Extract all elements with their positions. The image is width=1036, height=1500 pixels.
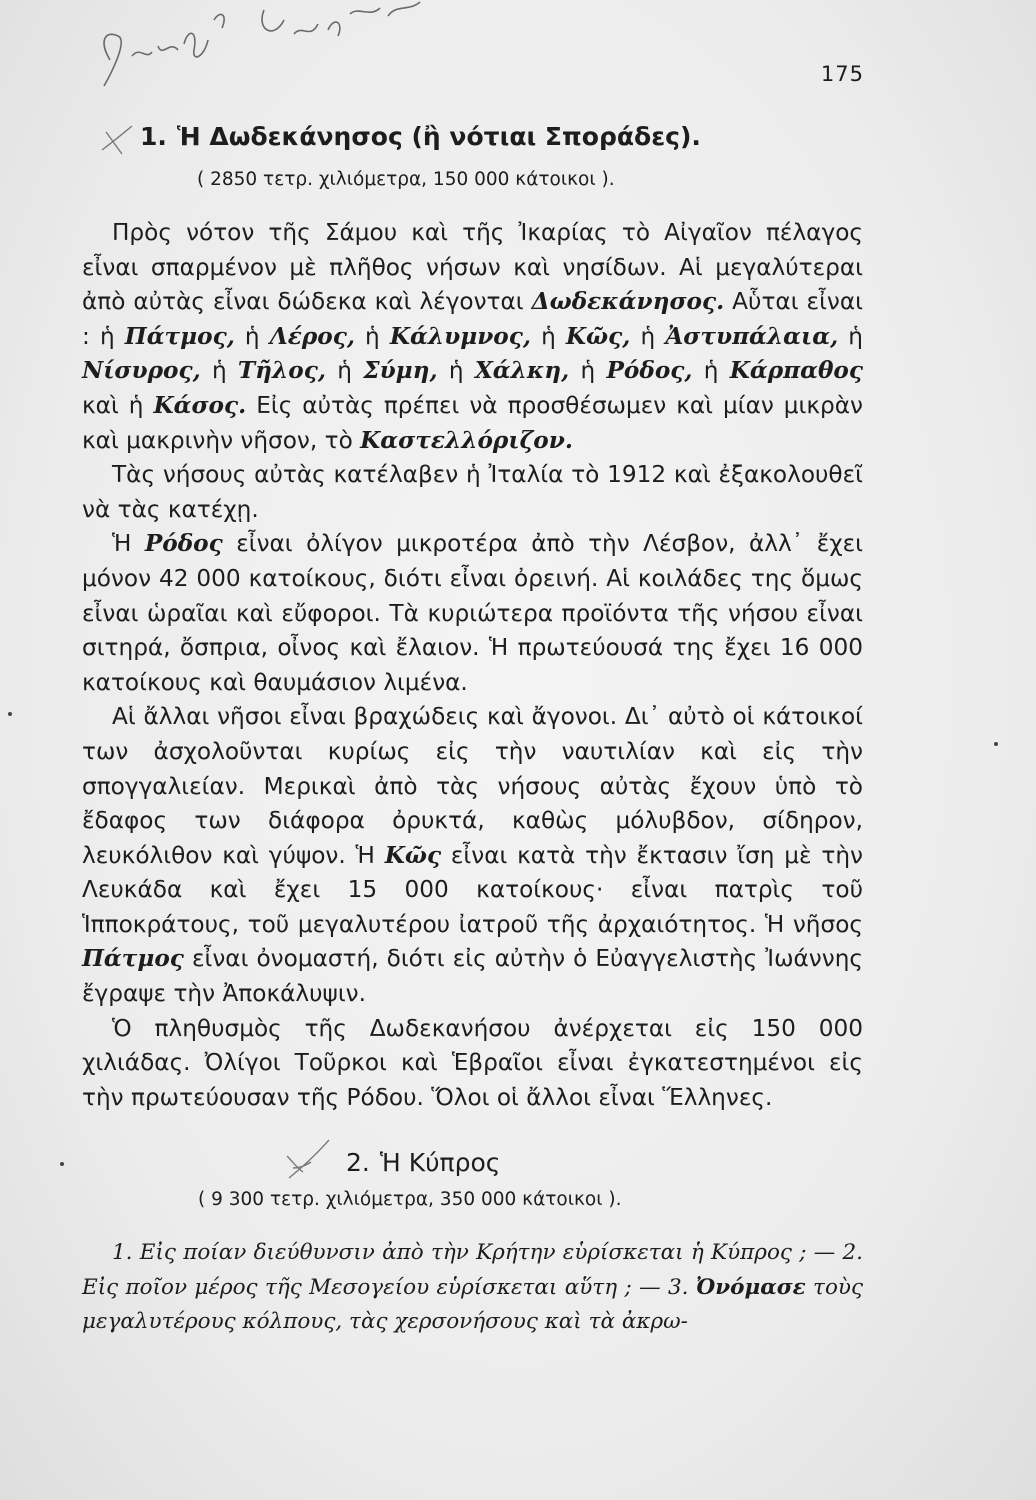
section-1-title bbox=[140, 122, 701, 151]
pencil-check-mark bbox=[283, 1138, 333, 1180]
paragraph-3: Ἡ Ρόδος εἶναι ὀλίγον μικροτέρα ἀπὸ τὴν Λέσβον, ἀλλ᾽ ἔχει μόνον 42 000 κατοίκους, διότι εἶναι ὀρεινή. Αἱ κοιλάδες της ὅμως εἶναι ὡραῖαι καὶ εὔφοροι. Τὰ κυριώτερα προϊόντα τῆς νήσου εἶναι σιτηρά, ὄσπρια, οἶνος καὶ ἔλαιον. Ἡ πρωτεύουσά της ἔχει 16 000 κατοίκους καὶ θαυμάσιον λιμένα. bbox=[82, 530, 864, 696]
scan-speck bbox=[994, 742, 998, 746]
section-2-subtitle: ( 9 300 τετρ. χιλιόμετρα, 350 000 κάτοικοι ). bbox=[198, 1189, 622, 1210]
review-questions bbox=[82, 1236, 863, 1340]
page-number: 175 bbox=[820, 62, 864, 86]
section-2-title bbox=[346, 1148, 500, 1177]
section-1-title-text: Ἡ Δωδεκάνησος (ἢ νότιαι Σποράδες). bbox=[176, 122, 701, 151]
paragraph-4: Αἱ ἄλλαι νῆσοι εἶναι βραχώδεις καὶ ἄγονοι. Δι᾽ αὐτὸ οἱ κάτοικοί των ἀσχολοῦνται κυρίως εἰς τὴν ναυτιλίαν καὶ εἰς τὴν σπογγαλιείαν. Μερικαὶ ἀπὸ τὰς νήσους αὐτὰς ἔχουν ὑπὸ τὸ ἔδαφος των διάφορα ὀρυκτά, καθὼς μόλυβδον, σίδηρον, λευκόλιθον καὶ γύψον. Ἡ Κῶς εἶναι κατὰ τὴν ἔκτασιν ἴση μὲ τὴν Λευκάδα καὶ ἔχει 15 000 κατοίκους· εἶναι πατρὶς τοῦ Ἱπποκράτους, τοῦ μεγαλυτέρου ἰατροῦ τῆς ἀρχαιότητος. Ἡ νῆσος Πάτμος εἶναι ὀνομαστή, διότι εἰς αὐτὴν ὁ Εὐαγγελιστὴς Ἰωάννης ἔγραψε τὴν Ἀποκάλυψιν. bbox=[82, 703, 863, 1008]
scan-speck bbox=[60, 1162, 64, 1166]
paragraph-2: Τὰς νήσους αὐτὰς κατέλαβεν ἡ Ἰταλία τὸ 1912 καὶ ἐξακολουθεῖ νὰ τὰς κατέχῃ. bbox=[82, 461, 863, 523]
section-2-number: 2. bbox=[346, 1148, 370, 1177]
paragraph-1: Πρὸς νότον τῆς Σάμου καὶ τῆς Ἰκαρίας τὸ Αἰγαῖον πέλαγος εἶναι σπαρμένον μὲ πλῆθος νήσων καὶ νησίδων. Αἱ μεγαλύτεραι ἀπὸ αὐτὰς εἶναι δώδεκα καὶ λέγονται Δωδεκάνησος. Αὗται εἶναι : ἡ Πάτμος, ἡ Λέρος, ἡ Κάλυμνος, ἡ Κῶς, ἡ Ἀστυπάλαια, ἡ Νίσυρος, ἡ Τῆλος, ἡ Σύμη, ἡ Χάλκη, ἡ Ρόδος, ἡ Κάρπαθος καὶ ἡ Κάσος. Εἰς αὐτὰς πρέπει νὰ προσθέσωμεν καὶ μίαν μικρὰν καὶ μακρινὴν νῆσον, τὸ Καστελλόριζον. bbox=[82, 219, 864, 454]
scan-speck bbox=[8, 712, 12, 716]
pencil-check-mark bbox=[98, 122, 138, 158]
section-1-subtitle: ( 2850 τετρ. χιλιόμετρα, 150 000 κάτοικοι ). bbox=[197, 169, 615, 190]
section-1-number: 1. bbox=[140, 122, 167, 151]
section-2-title-text: Ἡ Κύπρος bbox=[379, 1148, 501, 1177]
section-1-body bbox=[82, 216, 863, 1115]
paragraph-5: Ὁ πληθυσμὸς τῆς Δωδεκανήσου ἀνέρχεται εἰς 150 000 χιλιάδας. Ὀλίγοι Τοῦρκοι καὶ Ἑβραῖοι εἶναι ἐγκατεστημένοι εἰς τὴν πρωτεύουσαν τῆς Ρόδου. Ὅλοι οἱ ἄλλοι εἶναι Ἕλληνες. bbox=[82, 1014, 863, 1111]
handwritten-note bbox=[88, 0, 448, 95]
questions-paragraph: 1. Εἰς ποίαν διεύθυνσιν ἀπὸ τὴν Κρήτην εὑρίσκεται ἡ Κύπρος ; — 2. Εἰς ποῖον μέρος τῆς Μεσογείου εὑρίσκεται αὕτη ; — 3. Ὀνόμασε τοὺς μεγαλυτέρους κόλπους, τὰς χερσονήσους καὶ τὰ ἀκρω- bbox=[82, 1240, 863, 1335]
